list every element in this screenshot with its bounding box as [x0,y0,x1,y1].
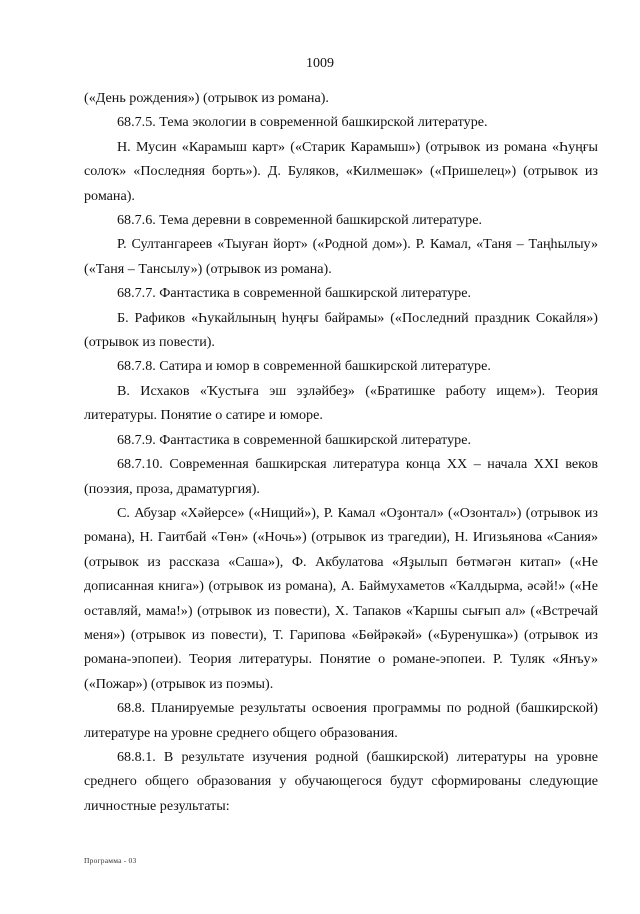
page-number: 1009 [306,56,334,71]
paragraph: В. Исхаков «Ҡустыға эш эҙләйбеҙ» («Братишке работу ищем»). Теория литературы. Понятие о сатире и юморе. [84,382,598,424]
section-heading: 68.7.8. Сатира и юмор в современной башкирской литературе. [117,358,491,375]
section-heading: 68.7.10. Современная башкирская литература конца XX – начала XXI веков (поэзия, проза, драматургия). [84,456,598,497]
section-heading: 68.7.7. Фантастика в современной башкирской литературе. [117,285,471,302]
section-heading: 68.7.9. Фантастика в современной башкирской литературе. [117,431,471,448]
section-heading: 68.7.5. Тема экологии в современной башкирской литературе. [117,114,488,131]
paragraph: С. Абузар «Хәйерсе» («Нищий»), Р. Камал «Оҙонтал» («Озонтал») (отрывок из романа), Н. Гаитбай «Төн» («Ночь») (отрывок из трагедии), Н. Игизьянова «Сания» (отрывок из рассказа «Саша»), Ф. Акбулатова «Яҙылып бөтмәгән китап» («Не дописанная книга») (отрывок из романа), А. Баймухаметов «Ҡалдырма, әсәй!» («Не оставляй, мама!») (отрывок из повести), Х. Тапаков «Ҡаршы сығып ал» («Встречай меня») (отрывок из повести), Т. Гарипова «Бөйрәкәй» («Буренушка») (отрывок из романа-эпопеи). Теория литературы. Понятие о романе-эпопеи. Р. Туляк «Янъу» («Пожар») (отрывок из поэмы). [84,504,598,692]
section-heading: 68.8. Планируемые результаты освоения программы по родной (башкирской) литературе на уровне среднего общего образования. [84,700,598,741]
document-body [84,86,598,818]
footer-label: Программа - 03 [84,856,137,865]
paragraph: Р. Султангареев «Тыуған йорт» («Родной дом»). Р. Камал, «Таня – Таңһылыу» («Таня – Тансылу») (отрывок из романа). [84,236,598,277]
paragraph: («День рождения») (отрывок из романа). [84,90,329,106]
section-heading: 68.7.6. Тема деревни в современной башкирской литературе. [117,212,482,229]
paragraph: Н. Мусин «Карамыш карт» («Старик Карамыш») (отрывок из романа «Һуңғы солоҡ» «Последняя борть»). Д. Буляков, «Килмешәк» («Пришелец») (отрывок из романа). [84,138,598,204]
paragraph: 68.8.1. В результате изучения родной (башкирской) литературы на уровне среднего общего образования у обучающегося будут сформированы следующие личностные результаты: [84,748,598,814]
paragraph: Б. Рафиков «Һукайлының һуңғы байрамы» («Последний праздник Сокайля») (отрывок из повести). [84,309,598,351]
